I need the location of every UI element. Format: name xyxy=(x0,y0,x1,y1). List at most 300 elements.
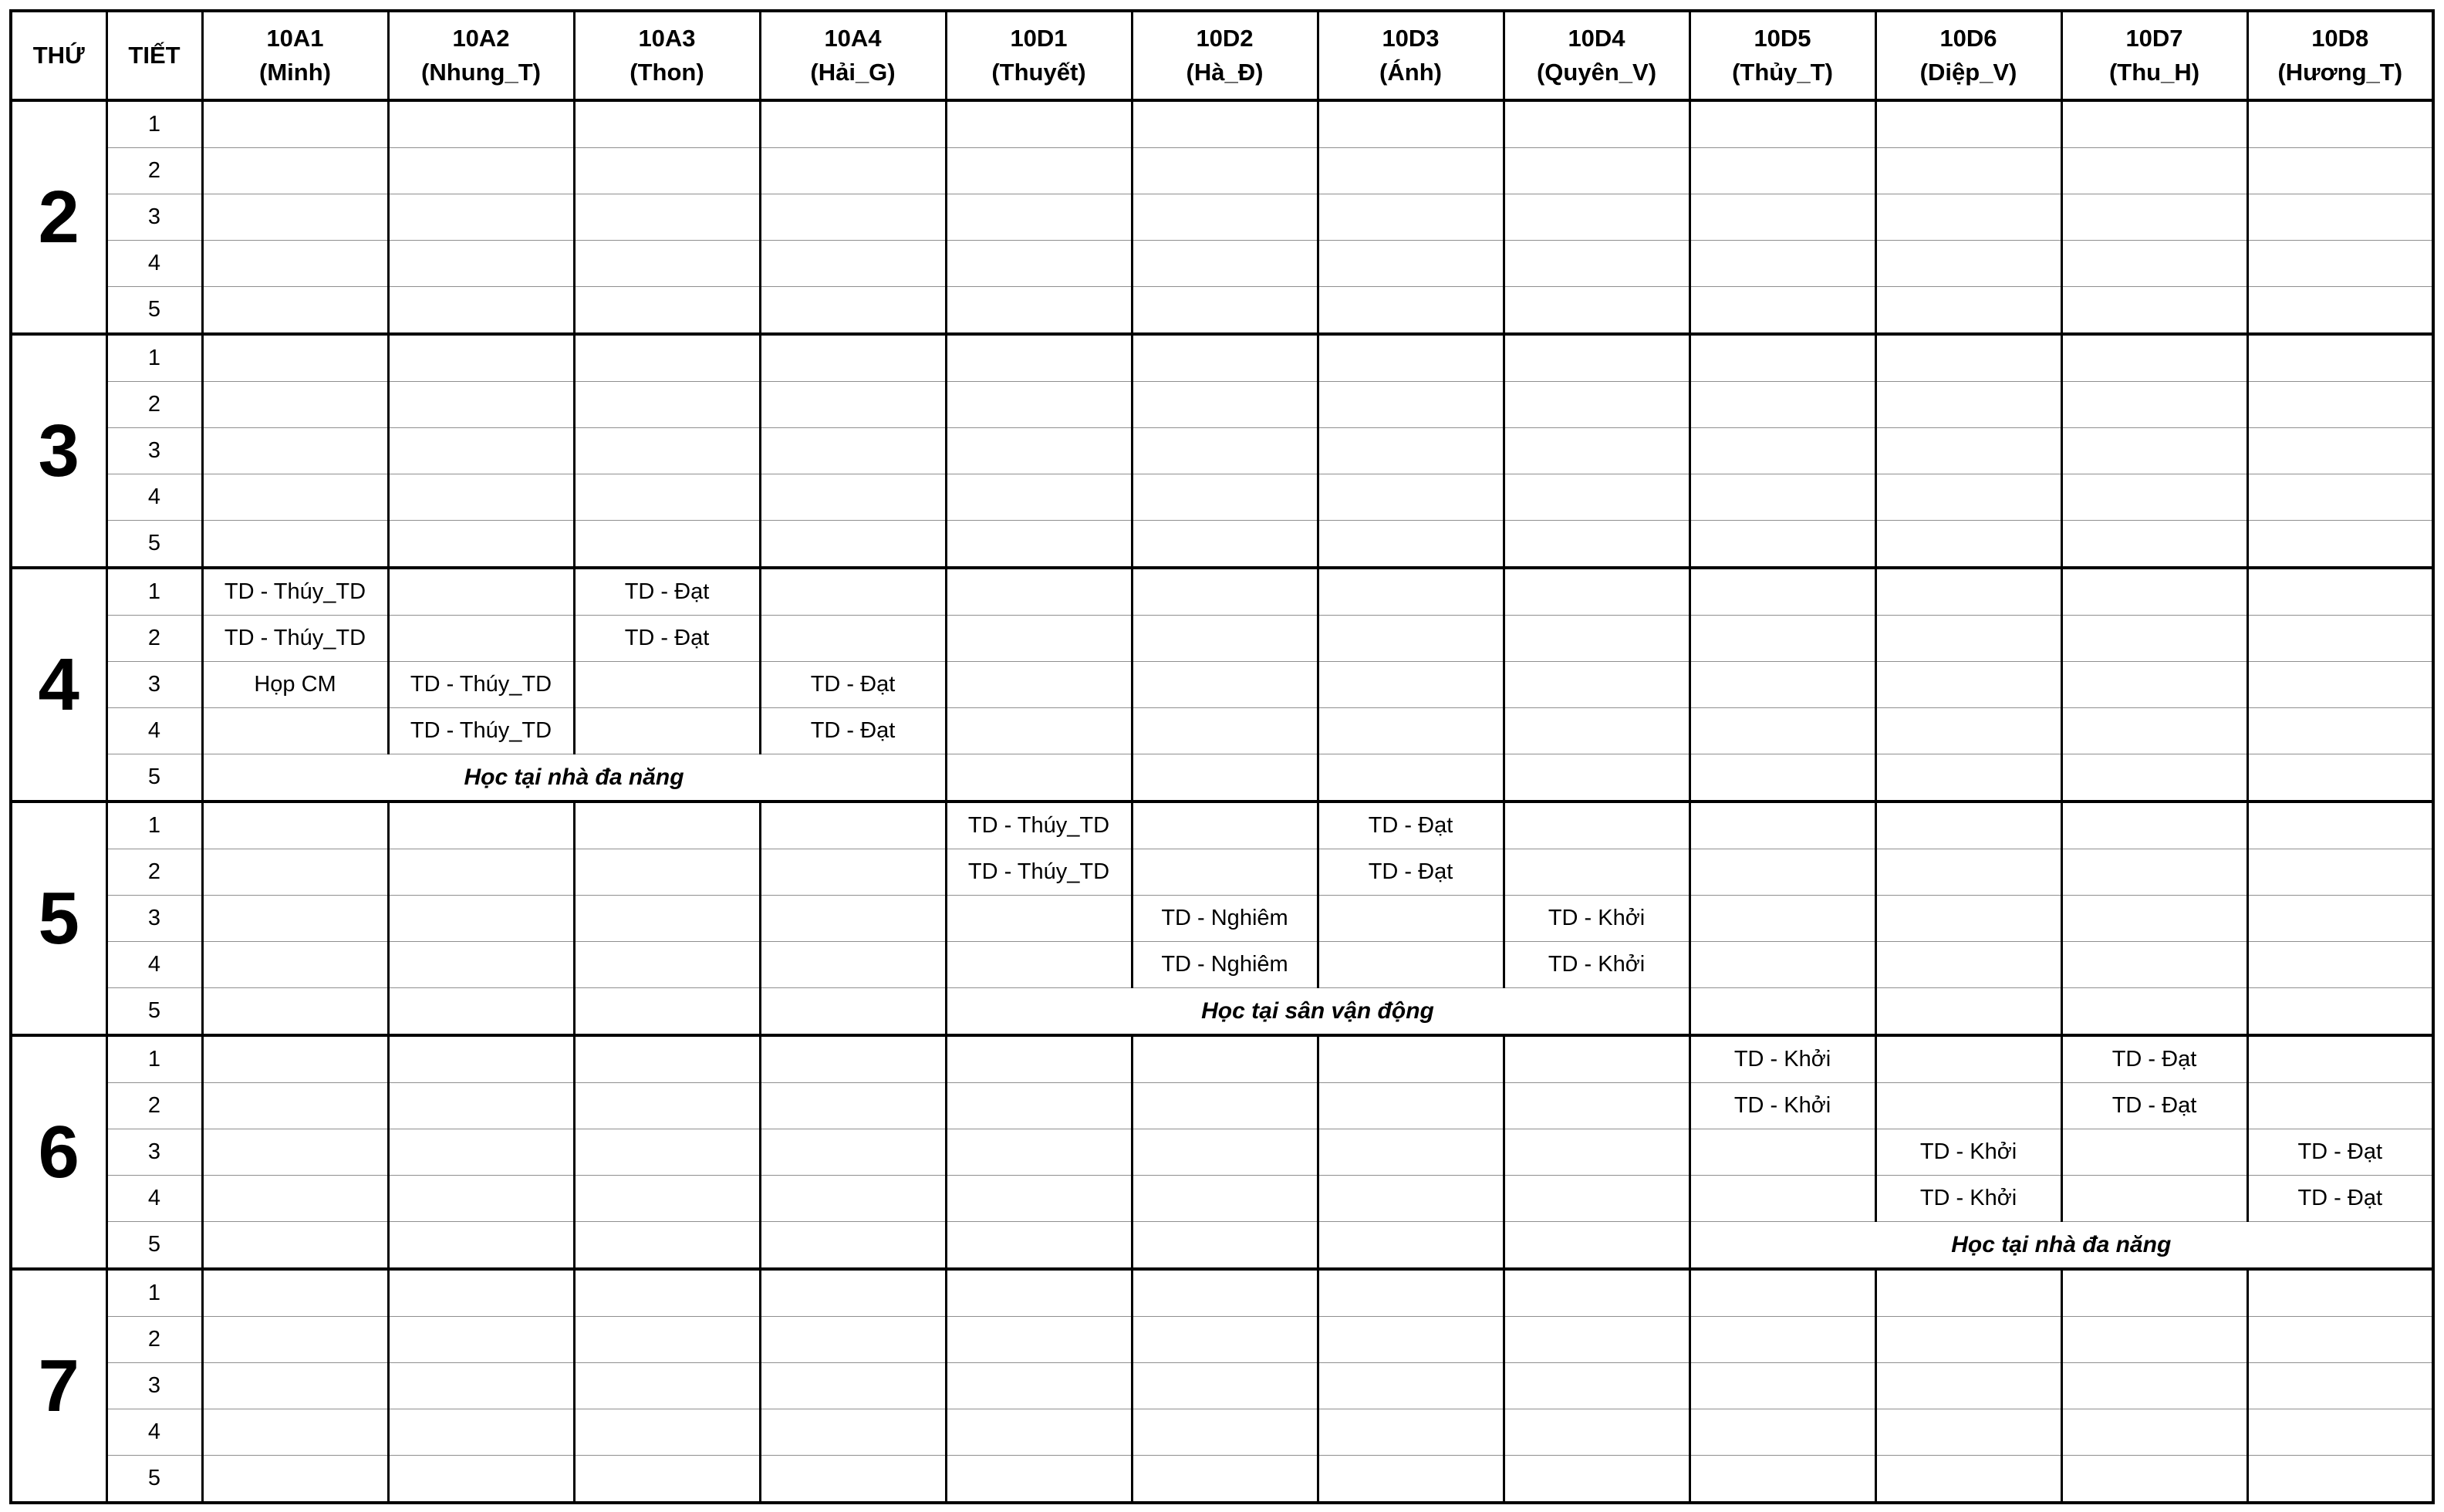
header-class-10d3 xyxy=(1318,11,1504,100)
homeroom-teacher: (Nhung_T) xyxy=(421,59,541,86)
header-class-10a1 xyxy=(202,11,388,100)
schedule-cell xyxy=(760,1083,946,1129)
schedule-cell xyxy=(1318,1129,1504,1176)
schedule-cell xyxy=(388,568,574,616)
schedule-cell xyxy=(202,241,388,287)
period-number: 4 xyxy=(106,1176,202,1222)
homeroom-teacher: (Thủy_T) xyxy=(1732,59,1833,86)
header-class-10d5 xyxy=(1690,11,1875,100)
schedule-cell xyxy=(1875,896,2061,942)
schedule-cell xyxy=(1504,1409,1690,1456)
schedule-cell xyxy=(2061,802,2247,849)
schedule-cell xyxy=(946,662,1132,708)
schedule-cell xyxy=(1318,616,1504,662)
schedule-cell xyxy=(1690,754,1875,802)
schedule-cell xyxy=(1690,241,1875,287)
schedule-cell xyxy=(1504,148,1690,194)
schedule-cell xyxy=(2247,942,2433,988)
schedule-cell xyxy=(1875,942,2061,988)
schedule-cell xyxy=(1875,708,2061,754)
schedule-cell xyxy=(202,194,388,241)
schedule-cell xyxy=(202,1035,388,1083)
schedule-cell xyxy=(1690,568,1875,616)
schedule-cell xyxy=(2061,148,2247,194)
schedule-cell: TD - Khởi xyxy=(1690,1083,1875,1129)
schedule-cell xyxy=(574,148,760,194)
schedule-cell xyxy=(574,1363,760,1409)
schedule-cell xyxy=(388,1129,574,1176)
schedule-cell xyxy=(1504,616,1690,662)
schedule-cell: TD - Đạt xyxy=(760,708,946,754)
schedule-cell xyxy=(946,382,1132,428)
schedule-cell xyxy=(2061,942,2247,988)
schedule-cell xyxy=(1504,1083,1690,1129)
schedule-cell xyxy=(760,942,946,988)
schedule-cell xyxy=(1504,241,1690,287)
schedule-cell xyxy=(1132,148,1318,194)
header-class-10d6 xyxy=(1875,11,2061,100)
schedule-cell xyxy=(1690,896,1875,942)
schedule-cell xyxy=(2247,1317,2433,1363)
schedule-cell xyxy=(760,194,946,241)
schedule-cell xyxy=(2247,662,2433,708)
schedule-cell xyxy=(1504,334,1690,382)
period-row xyxy=(11,1269,2433,1317)
schedule-cell xyxy=(202,942,388,988)
period-number: 1 xyxy=(106,802,202,849)
schedule-cell xyxy=(946,1129,1132,1176)
period-row xyxy=(11,1083,2433,1129)
schedule-cell xyxy=(1690,1129,1875,1176)
period-number: 4 xyxy=(106,474,202,521)
period-number: 5 xyxy=(106,287,202,335)
schedule-cell xyxy=(760,802,946,849)
schedule-cell xyxy=(760,1176,946,1222)
schedule-cell xyxy=(1690,802,1875,849)
schedule-cell xyxy=(946,1035,1132,1083)
schedule-cell xyxy=(388,896,574,942)
schedule-cell xyxy=(1318,942,1504,988)
schedule-cell xyxy=(2247,100,2433,148)
schedule-cell xyxy=(1875,754,2061,802)
schedule-cell xyxy=(202,382,388,428)
period-row xyxy=(11,100,2433,148)
class-name: 10D7 xyxy=(2125,25,2183,52)
schedule-cell xyxy=(1318,241,1504,287)
homeroom-teacher: (Ánh) xyxy=(1379,59,1442,86)
schedule-cell xyxy=(2061,334,2247,382)
day-label: 3 xyxy=(11,334,106,568)
period-number: 4 xyxy=(106,942,202,988)
schedule-cell xyxy=(1132,521,1318,569)
schedule-cell xyxy=(760,100,946,148)
schedule-cell xyxy=(1132,1456,1318,1504)
schedule-cell xyxy=(202,1456,388,1504)
schedule-cell xyxy=(388,194,574,241)
schedule-cell xyxy=(1875,568,2061,616)
schedule-cell xyxy=(2061,382,2247,428)
schedule-cell xyxy=(2247,1409,2433,1456)
schedule-cell xyxy=(202,708,388,754)
schedule-cell xyxy=(760,1269,946,1317)
header-row xyxy=(11,11,2433,100)
schedule-cell xyxy=(760,568,946,616)
period-number: 5 xyxy=(106,1456,202,1504)
schedule-cell: TD - Thúy_TD xyxy=(202,616,388,662)
period-number: 2 xyxy=(106,382,202,428)
schedule-cell xyxy=(2061,754,2247,802)
period-row xyxy=(11,849,2433,896)
schedule-cell xyxy=(760,428,946,474)
period-number: 1 xyxy=(106,1269,202,1317)
header-tiet: TIẾT xyxy=(106,11,202,100)
schedule-cell xyxy=(574,521,760,569)
period-row xyxy=(11,521,2433,569)
schedule-cell xyxy=(1318,287,1504,335)
homeroom-teacher: (Hương_T) xyxy=(2277,59,2403,86)
schedule-cell xyxy=(1690,148,1875,194)
schedule-cell xyxy=(760,1456,946,1504)
schedule-cell xyxy=(1875,428,2061,474)
schedule-cell xyxy=(1132,1129,1318,1176)
schedule-cell: TD - Thúy_TD xyxy=(946,802,1132,849)
schedule-cell xyxy=(760,1222,946,1270)
day-label: 5 xyxy=(11,802,106,1035)
schedule-cell xyxy=(946,896,1132,942)
schedule-cell xyxy=(1690,1363,1875,1409)
schedule-cell xyxy=(1504,849,1690,896)
schedule-cell xyxy=(202,1083,388,1129)
schedule-cell xyxy=(1875,1083,2061,1129)
schedule-cell xyxy=(1318,1035,1504,1083)
period-row xyxy=(11,241,2433,287)
period-number: 1 xyxy=(106,568,202,616)
schedule-cell xyxy=(388,1222,574,1270)
schedule-cell xyxy=(1132,1035,1318,1083)
schedule-cell xyxy=(202,988,388,1036)
schedule-cell xyxy=(2061,100,2247,148)
schedule-cell xyxy=(760,287,946,335)
period-number: 4 xyxy=(106,708,202,754)
schedule-cell xyxy=(1318,1083,1504,1129)
schedule-cell xyxy=(2247,1269,2433,1317)
header-class-10d2 xyxy=(1132,11,1318,100)
schedule-cell xyxy=(574,1317,760,1363)
schedule-cell xyxy=(1318,148,1504,194)
schedule-cell xyxy=(202,521,388,569)
schedule-cell xyxy=(1318,1456,1504,1504)
period-number: 1 xyxy=(106,334,202,382)
period-row xyxy=(11,568,2433,616)
schedule-cell xyxy=(1875,1317,2061,1363)
schedule-cell xyxy=(2247,287,2433,335)
schedule-cell xyxy=(1690,194,1875,241)
schedule-cell xyxy=(202,287,388,335)
schedule-cell xyxy=(760,616,946,662)
schedule-cell xyxy=(2247,1035,2433,1083)
schedule-cell xyxy=(1690,662,1875,708)
schedule-cell xyxy=(1690,1176,1875,1222)
schedule-cell xyxy=(388,1409,574,1456)
schedule-cell xyxy=(1690,1409,1875,1456)
period-row xyxy=(11,662,2433,708)
period-row xyxy=(11,1129,2433,1176)
schedule-cell xyxy=(1690,100,1875,148)
schedule-cell xyxy=(1318,1222,1504,1270)
schedule-cell xyxy=(1875,616,2061,662)
schedule-cell xyxy=(202,1222,388,1270)
schedule-cell xyxy=(574,1222,760,1270)
schedule-cell xyxy=(2061,194,2247,241)
schedule-cell: TD - Đạt xyxy=(1318,802,1504,849)
schedule-cell xyxy=(1875,100,2061,148)
schedule-cell xyxy=(760,241,946,287)
schedule-cell xyxy=(574,896,760,942)
schedule-cell xyxy=(760,521,946,569)
schedule-cell xyxy=(574,1176,760,1222)
class-name: 10D4 xyxy=(1568,25,1625,52)
schedule-cell xyxy=(2247,988,2433,1036)
class-name: 10D8 xyxy=(2311,25,2369,52)
schedule-cell xyxy=(574,708,760,754)
period-row xyxy=(11,428,2433,474)
period-number: 1 xyxy=(106,100,202,148)
schedule-cell xyxy=(1690,708,1875,754)
schedule-cell xyxy=(1132,428,1318,474)
period-row xyxy=(11,896,2433,942)
schedule-cell xyxy=(388,334,574,382)
period-row xyxy=(11,1222,2433,1270)
schedule-cell: TD - Đạt xyxy=(1318,849,1504,896)
schedule-cell xyxy=(388,1317,574,1363)
schedule-cell xyxy=(946,428,1132,474)
schedule-cell xyxy=(388,942,574,988)
period-row xyxy=(11,1176,2433,1222)
period-row xyxy=(11,287,2433,335)
schedule-cell xyxy=(1875,849,2061,896)
period-number: 3 xyxy=(106,194,202,241)
homeroom-teacher: (Thu_H) xyxy=(2108,59,2200,86)
period-row xyxy=(11,708,2433,754)
schedule-cell xyxy=(1132,754,1318,802)
schedule-cell xyxy=(2061,1363,2247,1409)
schedule-cell xyxy=(1132,1269,1318,1317)
schedule-cell xyxy=(1132,241,1318,287)
schedule-cell xyxy=(1318,708,1504,754)
schedule-cell xyxy=(1132,568,1318,616)
schedule-cell xyxy=(1690,942,1875,988)
schedule-cell xyxy=(946,1409,1132,1456)
header-class-10d4 xyxy=(1504,11,1690,100)
schedule-cell xyxy=(760,849,946,896)
period-row xyxy=(11,1409,2433,1456)
schedule-cell xyxy=(1875,802,2061,849)
schedule-cell: TD - Đạt xyxy=(2061,1083,2247,1129)
class-name: 10D2 xyxy=(1196,25,1254,52)
schedule-cell xyxy=(388,1456,574,1504)
schedule-cell xyxy=(2247,802,2433,849)
schedule-cell: TD - Đạt xyxy=(2247,1129,2433,1176)
schedule-cell: TD - Đạt xyxy=(574,616,760,662)
schedule-cell xyxy=(1318,194,1504,241)
schedule-cell: TD - Khởi xyxy=(1875,1129,2061,1176)
schedule-cell xyxy=(574,1409,760,1456)
schedule-cell xyxy=(946,568,1132,616)
schedule-cell xyxy=(1875,1456,2061,1504)
homeroom-teacher: (Diệp_V) xyxy=(1919,59,2017,86)
schedule-cell xyxy=(760,1129,946,1176)
period-number: 4 xyxy=(106,241,202,287)
schedule-cell xyxy=(1504,1129,1690,1176)
schedule-cell xyxy=(574,334,760,382)
schedule-cell xyxy=(388,148,574,194)
schedule-cell xyxy=(1875,382,2061,428)
schedule-cell xyxy=(1132,1176,1318,1222)
schedule-cell xyxy=(1875,194,2061,241)
schedule-cell xyxy=(1132,802,1318,849)
schedule-cell xyxy=(1504,1363,1690,1409)
schedule-cell xyxy=(2247,194,2433,241)
schedule-cell xyxy=(2247,241,2433,287)
period-number: 3 xyxy=(106,896,202,942)
period-row xyxy=(11,942,2433,988)
period-number: 5 xyxy=(106,1222,202,1270)
schedule-cell xyxy=(2061,1317,2247,1363)
schedule-cell xyxy=(946,1222,1132,1270)
schedule-cell xyxy=(1875,334,2061,382)
schedule-cell xyxy=(1690,988,1875,1036)
schedule-cell xyxy=(2061,241,2247,287)
period-number: 2 xyxy=(106,616,202,662)
schedule-cell xyxy=(574,241,760,287)
schedule-cell xyxy=(1132,616,1318,662)
schedule-cell xyxy=(1132,1363,1318,1409)
schedule-cell xyxy=(1504,100,1690,148)
period-row xyxy=(11,334,2433,382)
schedule-cell xyxy=(1504,382,1690,428)
schedule-cell xyxy=(574,1456,760,1504)
schedule-cell xyxy=(946,1176,1132,1222)
schedule-cell xyxy=(202,1129,388,1176)
class-name: 10A2 xyxy=(452,25,510,52)
schedule-cell xyxy=(1504,568,1690,616)
schedule-cell xyxy=(2061,568,2247,616)
period-row xyxy=(11,1035,2433,1083)
schedule-cell xyxy=(388,1269,574,1317)
period-row xyxy=(11,474,2433,521)
schedule-cell xyxy=(2247,616,2433,662)
schedule-cell xyxy=(1318,100,1504,148)
schedule-cell xyxy=(1504,1222,1690,1270)
schedule-cell xyxy=(388,849,574,896)
schedule-cell xyxy=(574,100,760,148)
schedule-cell xyxy=(2247,428,2433,474)
period-number: 2 xyxy=(106,148,202,194)
schedule-cell xyxy=(946,287,1132,335)
period-number: 3 xyxy=(106,1363,202,1409)
period-number: 5 xyxy=(106,754,202,802)
schedule-cell xyxy=(946,521,1132,569)
schedule-cell xyxy=(1318,521,1504,569)
period-number: 3 xyxy=(106,1129,202,1176)
schedule-cell xyxy=(388,521,574,569)
schedule-cell: TD - Nghiêm xyxy=(1132,942,1318,988)
schedule-cell xyxy=(202,896,388,942)
homeroom-teacher: (Quyên_V) xyxy=(1536,59,1657,86)
period-number: 4 xyxy=(106,1409,202,1456)
schedule-cell xyxy=(2247,521,2433,569)
schedule-cell xyxy=(388,1035,574,1083)
schedule-cell xyxy=(2061,849,2247,896)
schedule-cell xyxy=(2061,896,2247,942)
schedule-cell: TD - Khởi xyxy=(1504,942,1690,988)
schedule-cell xyxy=(1504,1269,1690,1317)
schedule-cell xyxy=(1504,521,1690,569)
schedule-cell xyxy=(2061,1456,2247,1504)
schedule-cell xyxy=(2061,287,2247,335)
schedule-cell xyxy=(1504,1456,1690,1504)
schedule-cell xyxy=(202,849,388,896)
schedule-cell xyxy=(2247,1363,2433,1409)
schedule-cell xyxy=(1690,287,1875,335)
header-thu: THỨ xyxy=(11,11,106,100)
schedule-cell xyxy=(1132,1409,1318,1456)
schedule-cell xyxy=(202,148,388,194)
schedule-cell xyxy=(1875,521,2061,569)
period-row xyxy=(11,148,2433,194)
schedule-cell: TD - Đạt xyxy=(2061,1035,2247,1083)
schedule-cell xyxy=(1504,194,1690,241)
period-number: 2 xyxy=(106,1083,202,1129)
homeroom-teacher: (Thon) xyxy=(630,59,704,86)
period-number: 5 xyxy=(106,988,202,1036)
schedule-cell xyxy=(2247,148,2433,194)
schedule-cell xyxy=(2247,334,2433,382)
schedule-cell xyxy=(946,616,1132,662)
schedule-cell xyxy=(1504,662,1690,708)
schedule-cell: TD - Khởi xyxy=(1875,1176,2061,1222)
schedule-cell xyxy=(946,1269,1132,1317)
homeroom-teacher: (Thuyết) xyxy=(991,59,1086,86)
schedule-cell xyxy=(1875,1269,2061,1317)
schedule-cell xyxy=(760,148,946,194)
schedule-cell xyxy=(574,474,760,521)
schedule-cell xyxy=(2061,474,2247,521)
schedule-cell xyxy=(1318,1317,1504,1363)
schedule-cell xyxy=(202,802,388,849)
schedule-cell xyxy=(760,896,946,942)
schedule-cell xyxy=(2061,428,2247,474)
homeroom-teacher: (Hải_G) xyxy=(810,59,896,86)
schedule-cell xyxy=(760,1363,946,1409)
schedule-cell xyxy=(946,194,1132,241)
header-class-10a4 xyxy=(760,11,946,100)
schedule-cell xyxy=(1504,708,1690,754)
schedule-cell xyxy=(1132,474,1318,521)
schedule-cell xyxy=(2061,1129,2247,1176)
schedule-cell xyxy=(1504,754,1690,802)
schedule-cell xyxy=(1690,849,1875,896)
schedule-cell xyxy=(574,428,760,474)
schedule-cell xyxy=(2247,849,2433,896)
timetable xyxy=(9,9,2435,1504)
schedule-cell xyxy=(2247,568,2433,616)
schedule-cell xyxy=(1690,428,1875,474)
schedule-cell: TD - Khởi xyxy=(1690,1035,1875,1083)
schedule-cell xyxy=(1690,1269,1875,1317)
schedule-cell xyxy=(574,194,760,241)
schedule-cell xyxy=(1875,474,2061,521)
